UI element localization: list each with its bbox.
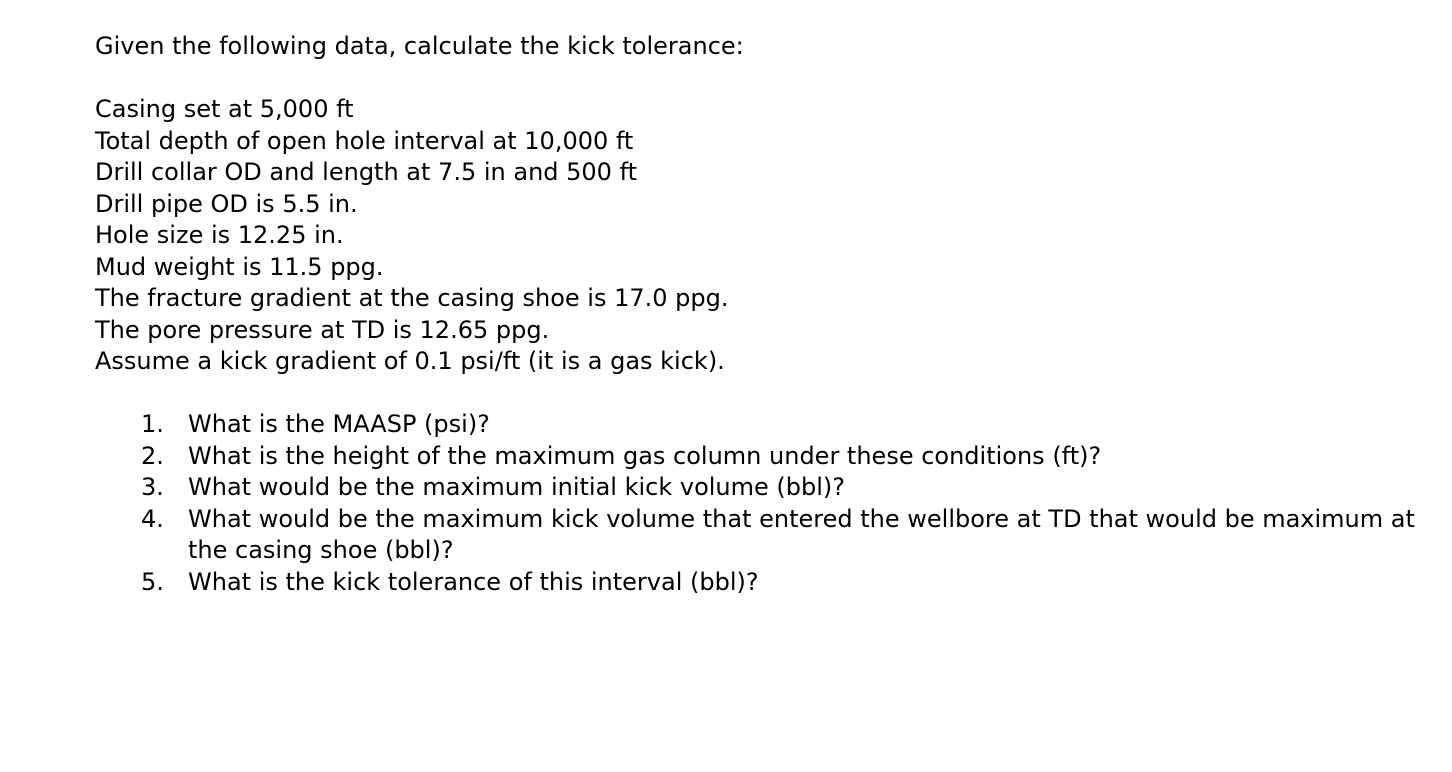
- data-line-casing: Casing set at 5,000 ft: [95, 95, 354, 123]
- questions-list: [95, 409, 1425, 598]
- question-number: 5.: [141, 567, 164, 596]
- data-line-total-depth: Total depth of open hole interval at 10,000 ft: [95, 126, 634, 155]
- data-line-fracture-gradient: The fracture gradient at the casing shoe is 17.0 ppg.: [95, 284, 729, 312]
- problem-intro: Given the following data, calculate the kick tolerance:: [95, 32, 744, 60]
- question-text: What is the kick tolerance of this interval (bbl)?: [188, 567, 759, 596]
- question-text: What is the MAASP (psi)?: [188, 410, 490, 438]
- question-number: 4.: [141, 504, 164, 533]
- document: [95, 31, 1425, 598]
- data-line-hole-size: Hole size is 12.25 in.: [95, 221, 344, 249]
- question-text: What is the height of the maximum gas column under these conditions (ft)?: [188, 441, 1102, 470]
- question-item: [95, 567, 1425, 599]
- question-number: 1.: [141, 410, 164, 438]
- data-line-mud-weight: Mud weight is 11.5 ppg.: [95, 252, 384, 281]
- question-item: [95, 441, 1425, 473]
- data-line-kick-gradient: Assume a kick gradient of 0.1 psi/ft (it is a gas kick).: [95, 347, 725, 375]
- data-line-pore-pressure: The pore pressure at TD is 12.65 ppg.: [95, 315, 550, 344]
- question-number: 3.: [141, 473, 164, 501]
- question-number: 2.: [141, 441, 164, 470]
- question-text: What would be the maximum initial kick volume (bbl)?: [188, 473, 845, 501]
- question-item: [95, 409, 1425, 441]
- question-item: [95, 504, 1425, 567]
- question-item: [95, 472, 1425, 504]
- data-line-drill-collar: Drill collar OD and length at 7.5 in and 500 ft: [95, 158, 638, 186]
- data-line-drill-pipe: Drill pipe OD is 5.5 in.: [95, 189, 358, 218]
- given-data-list: [95, 94, 1425, 378]
- question-text: What would be the maximum kick volume that entered the wellbore at TD that would be maximum at the casing shoe (bbl)?: [188, 504, 1415, 564]
